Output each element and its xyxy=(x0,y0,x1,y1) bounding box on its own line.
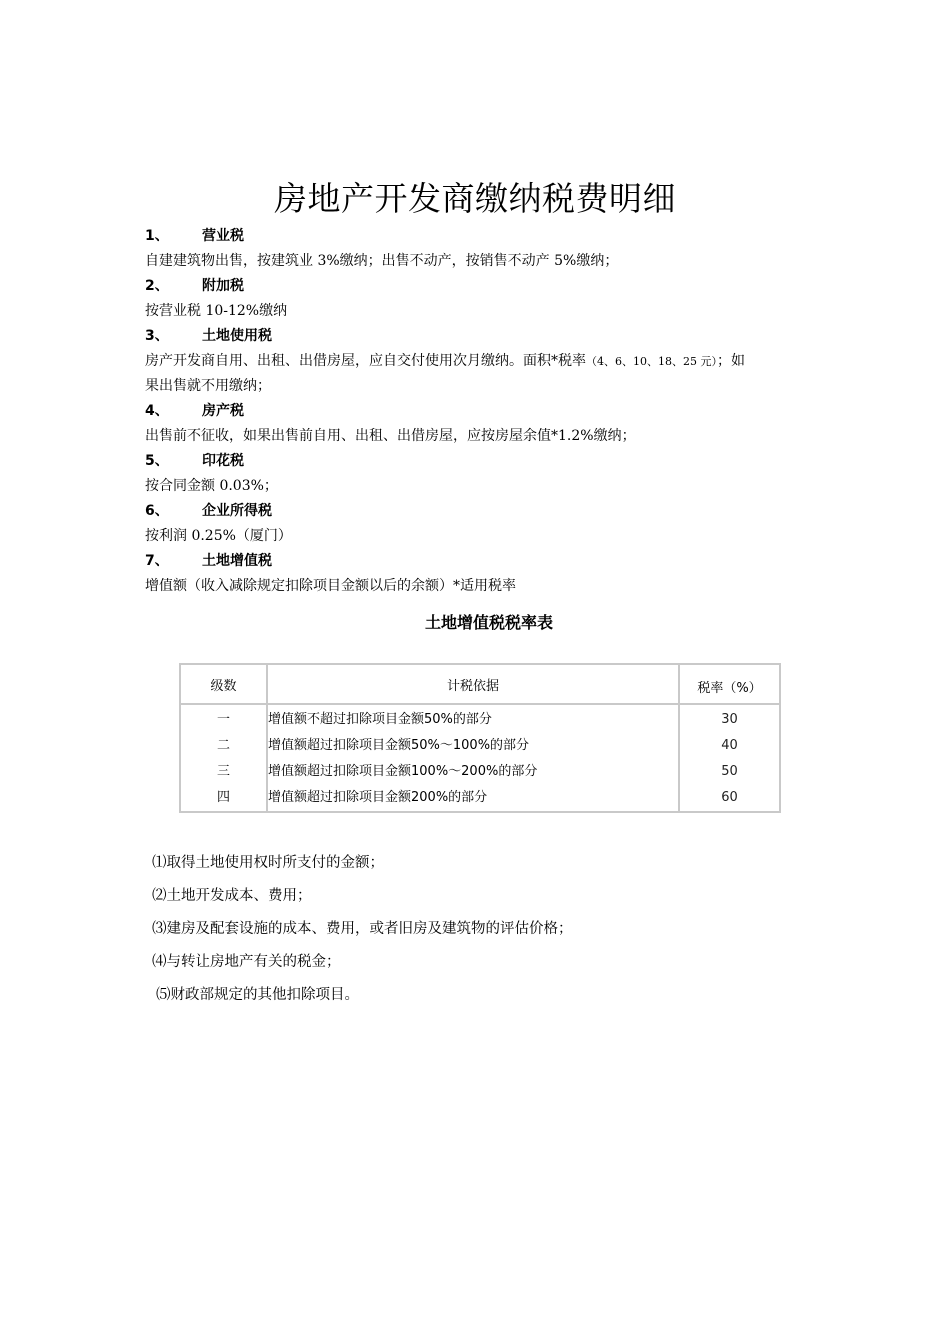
basis-column xyxy=(268,705,680,811)
section-heading xyxy=(145,399,825,424)
rate-cell: 50 xyxy=(721,764,738,779)
rate-cell: 60 xyxy=(721,790,738,805)
section-number: 4、 xyxy=(145,403,169,419)
section-heading xyxy=(145,549,825,574)
rate-table-header xyxy=(181,665,779,705)
header-basis: 计税依据 xyxy=(268,665,680,703)
section-text: 按合同金额 0.03%； xyxy=(145,478,278,494)
section-text-part: ；如 xyxy=(716,353,745,369)
level-column xyxy=(181,705,268,811)
section-text-part: 房产开发商自用、出租、出借房屋，应自交付使用次月缴纳。面积*税率 xyxy=(145,353,586,369)
rate-table-title: 土地增值税税率表 xyxy=(424,613,553,632)
rate-values: （4、6、10、18、25 元） xyxy=(586,355,717,368)
header-rate: 税率（%） xyxy=(697,680,762,696)
basis-cell: 增值额超过扣除项目金额100%～200%的部分 xyxy=(268,764,538,779)
basis-cell: 增值额不超过扣除项目金额50%的部分 xyxy=(268,712,492,727)
deduction-item: ⑶建房及配套设施的成本、费用，或者旧房及建筑物的评估价格； xyxy=(152,921,573,937)
rate-table-body xyxy=(181,705,779,811)
rate-cell: 30 xyxy=(721,712,738,727)
section-title: 房产税 xyxy=(202,403,244,419)
tax-sections xyxy=(145,224,825,599)
section-title: 营业税 xyxy=(202,228,244,244)
section-text: 按利润 0.25%（厦门） xyxy=(145,528,292,544)
section-heading xyxy=(145,324,825,349)
section-text: 自建建筑物出售，按建筑业 3%缴纳；出售不动产，按销售不动产 5%缴纳； xyxy=(145,253,619,269)
section-number: 3、 xyxy=(145,328,169,344)
section-number: 7、 xyxy=(145,553,169,569)
level-cell: 三 xyxy=(216,764,230,779)
section-number: 2、 xyxy=(145,278,169,294)
rate-column xyxy=(680,705,779,811)
section-heading xyxy=(145,274,825,299)
section-title: 附加税 xyxy=(202,278,244,294)
deduction-item: ⑸财政部规定的其他扣除项目。 xyxy=(156,987,359,1003)
section-heading xyxy=(145,449,825,474)
section-text xyxy=(145,349,825,374)
basis-cell: 增值额超过扣除项目金额50%～100%的部分 xyxy=(268,738,530,753)
section-heading xyxy=(145,224,825,249)
section-text: 果出售就不用缴纳； xyxy=(145,378,271,394)
section-text: 出售前不征收，如果出售前自用、出租、出借房屋，应按房屋余值*1.2%缴纳； xyxy=(145,428,636,444)
deduction-item: ⑷与转让房地产有关的税金； xyxy=(152,954,341,970)
section-number: 5、 xyxy=(145,453,169,469)
level-cell: 四 xyxy=(216,790,230,805)
section-text: 按营业税 10-12%缴纳 xyxy=(145,303,288,319)
rate-cell: 40 xyxy=(721,738,738,753)
section-heading xyxy=(145,499,825,524)
basis-cell: 增值额超过扣除项目金额200%的部分 xyxy=(268,790,488,805)
deduction-item: ⑵土地开发成本、费用； xyxy=(152,888,312,904)
rate-table xyxy=(179,663,781,813)
level-cell: 二 xyxy=(216,738,230,753)
section-title: 土地使用税 xyxy=(202,328,272,344)
section-number: 6、 xyxy=(145,503,169,519)
level-cell: 一 xyxy=(216,712,230,727)
section-title: 土地增值税 xyxy=(202,553,272,569)
section-number: 1、 xyxy=(145,228,169,244)
header-level: 级数 xyxy=(181,665,268,703)
deduction-item: ⑴取得土地使用权时所支付的金额； xyxy=(152,855,384,871)
section-title: 印花税 xyxy=(202,453,244,469)
deduction-list xyxy=(152,848,573,1013)
section-text: 增值额（收入减除规定扣除项目金额以后的余额）*适用税率 xyxy=(145,578,516,594)
section-title: 企业所得税 xyxy=(202,503,272,519)
page-title: 房地产开发商缴纳税费明细 xyxy=(274,179,676,218)
